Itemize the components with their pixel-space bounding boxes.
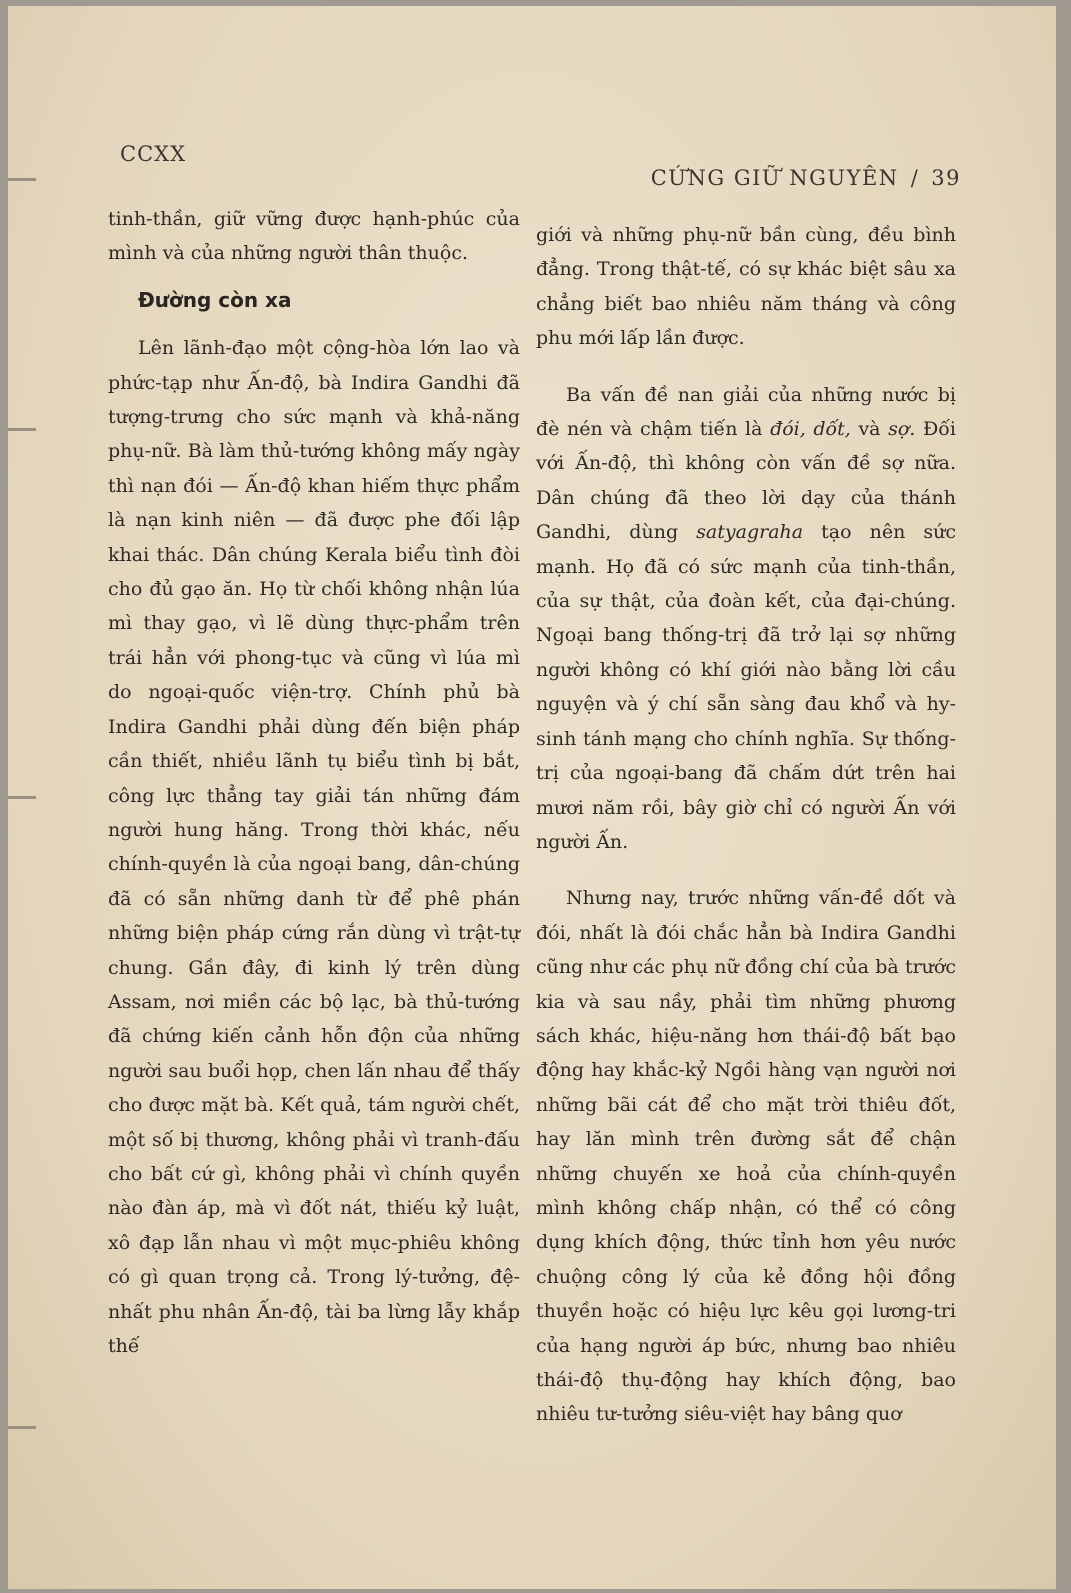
page-number: 39: [931, 166, 961, 190]
scan-edge-mark: [8, 1426, 36, 1429]
scan-edge-mark: [8, 796, 36, 799]
scan-edge-mark: [8, 428, 36, 431]
running-head-right: [651, 166, 961, 190]
emphasis: sợ.: [888, 418, 916, 441]
paragraph: giới và những phụ-nữ bần cùng, đều bình đẳng. Trong thật-tế, có sự khác biệt sâu xa chẳng biết bao nhiêu năm tháng và công phu mới lấp lần được.: [536, 224, 956, 350]
text-run: Đối với Ấn-độ, thì không còn vấn đề sợ nữa. Dân chúng đã theo lời dạy của thánh Gandhi, dùng: [536, 418, 956, 544]
paragraph: Lên lãnh-đạo một cộng-hòa lớn lao và phức-tạp như Ấn-độ, bà Indira Gandhi đã tượng-trưng cho sức mạnh và khả-năng phụ-nữ. Bà làm thủ-tướng không mấy ngày thì nạn đói — Ấn-độ khan hiếm thực phẩm là nạn kinh niên — đã được phe đối lập khai thác. Dân chúng Kerala biểu tình đòi cho đủ gạo ăn. Họ từ chối không nhận lúa mì thay gạo, vì lẽ dùng thực-phẩm trên trái hẳn với phong-tục và cũng vì lúa mì do ngoại-quốc viện-trợ. Chính phủ bà Indira Gandhi phải dùng đến biện pháp cần thiết, nhiều lãnh tụ biểu tình bị bắt, công lực thẳng tay giải tán những đám người hung hăng. Trong thời khác, nếu chính-quyền là của ngoại bang, dân-chúng đã có sẵn những danh từ để phê phán những biện pháp cứng rắn dùng vì trật-tự chung. Gần đây, đi kinh lý trên dùng Assam, nơi miền các bộ lạc, bà thủ-tướng đã chứng kiến cảnh hỗn độn của những người sau buổi họp, chen lấn nhau để thấy cho được mặt bà. Kết quả, tám người chết, một số bị thương, không phải vì tranh-đấu cho bất cứ gì, không phải vì chính quyền nào đàn áp, mà vì đốt nát, thiếu kỷ luật, xô đạp lẫn nhau vì một mục-phiêu không có gì quan trọng cả. Trong lý-tưởng, đệ-nhất phu nhân Ấn-độ, tài ba lừng lẫy khắp thế: [108, 337, 520, 1357]
right-column: [536, 218, 956, 1432]
paragraph: [536, 378, 956, 860]
paragraph: tinh-thần, giữ vững được hạnh-phúc của mình và của những người thân thuộc.: [108, 208, 520, 265]
emphasis: satyagraha: [696, 521, 804, 544]
section-heading: Đường còn xa: [138, 287, 292, 312]
text-run: Ba vấn đề nan giải của những nước bị đè nén và chậm tiến là: [536, 383, 956, 441]
header-separator: /: [910, 166, 920, 190]
book-page: [8, 6, 1056, 1589]
text-run: tạo nên sức mạnh. Họ đã có sức mạnh của tinh-thần, của sự thật, của đoàn kết, của đại-chúng. Ngoại bang thống-trị đã trở lại sợ những người không có khí giới nào bằng lời cầu nguyện và ý chí sẵn sàng đau khổ và hy-sinh tánh mạng cho chính nghĩa. Sự thống-trị của ngoại-bang đã chấm dứt trên hai mươi năm rồi, bây giờ chỉ có người Ấn với người Ấn.: [536, 521, 956, 853]
running-head-left: CCXX: [120, 142, 187, 166]
scan-edge-mark: [8, 178, 36, 181]
paragraph: Nhưng nay, trước những vấn-đề dốt và đói, nhất là đói chắc hẳn bà Indira Gandhi cũng như các phụ nữ đồng chí của bà trước kia và sau nầy, phải tìm những phương sách khác, hiệu-năng hơn thái-độ bất bạo động hay khắc-kỷ Ngồi hàng vạn người nơi những bãi cát để cho mặt trời thiêu đốt, hay lăn mình trên đường sắt để chận những chuyến xe hoả của chính-quyền mình không chấp nhận, có thể có công dụng khích động, thức tỉnh hơn yêu nước chuộng công lý của kẻ đồng hội đồng thuyền hoặc có hiệu lực kêu gọi lương-tri của hạng người áp bức, nhưng bao nhiêu thái-độ thụ-động hay khích động, bao nhiêu tư-tưởng siêu-việt hay bâng quơ: [536, 887, 956, 1426]
emphasis: đói, dốt,: [770, 418, 851, 441]
left-column: [108, 202, 520, 1363]
chapter-title: CỨNG GIỮ NGUYÊN: [650, 166, 899, 190]
text-run: và: [850, 418, 889, 441]
